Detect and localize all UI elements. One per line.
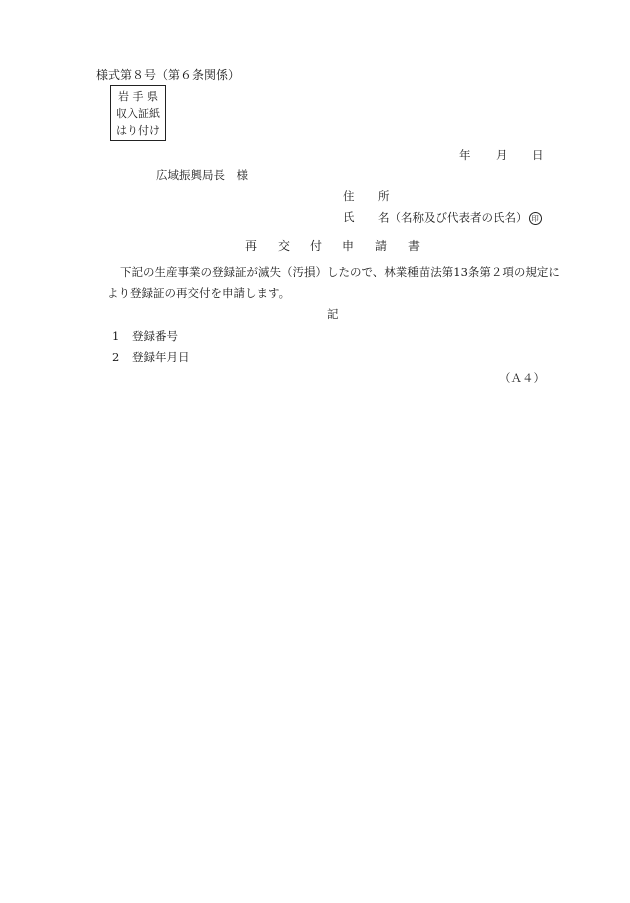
- title-char-3: 付: [310, 239, 323, 253]
- item-1-number: 1: [112, 329, 120, 343]
- stamp-box-line-1: 岩 手 県: [118, 90, 158, 103]
- address-label-char-2: 所: [378, 189, 390, 203]
- name-label-text: 名（名称及び代表者の氏名）: [378, 210, 528, 225]
- date-month-label: 月: [496, 148, 508, 162]
- item-2-label: 登録年月日: [132, 350, 190, 364]
- addressee: 広域振興局長 様: [156, 168, 248, 182]
- date-year-label: 年: [459, 148, 471, 162]
- address-label-char-1: 住: [343, 189, 355, 203]
- title-char-5: 請: [375, 239, 388, 253]
- title-char-6: 書: [408, 239, 421, 253]
- title-char-1: 再: [245, 239, 258, 253]
- stamp-box-line-2: 収入証紙: [116, 107, 160, 120]
- name-label: [378, 212, 542, 225]
- revenue-stamp-box: [110, 85, 166, 141]
- item-1-label: 登録番号: [132, 329, 178, 343]
- seal-mark-icon: 印: [529, 212, 542, 225]
- paper-size-label: （Ａ４）: [499, 371, 545, 385]
- note-heading: 記: [327, 307, 339, 321]
- item-2-number: 2: [112, 350, 120, 364]
- title-char-4: 申: [342, 239, 355, 253]
- stamp-box-line-3: はり付け: [116, 124, 160, 137]
- form-number-label: 様式第８号（第６条関係）: [96, 68, 241, 82]
- body-text-line-1: 下記の生産事業の登録証が滅失（汚損）したので、林業種苗法第13条第２項の規定に: [120, 265, 560, 279]
- date-day-label: 日: [532, 148, 544, 162]
- title-char-2: 交: [278, 239, 291, 253]
- body-text-line-2: より登録証の再交付を申請します。: [107, 286, 291, 300]
- name-label-char-1: 氏: [343, 210, 355, 224]
